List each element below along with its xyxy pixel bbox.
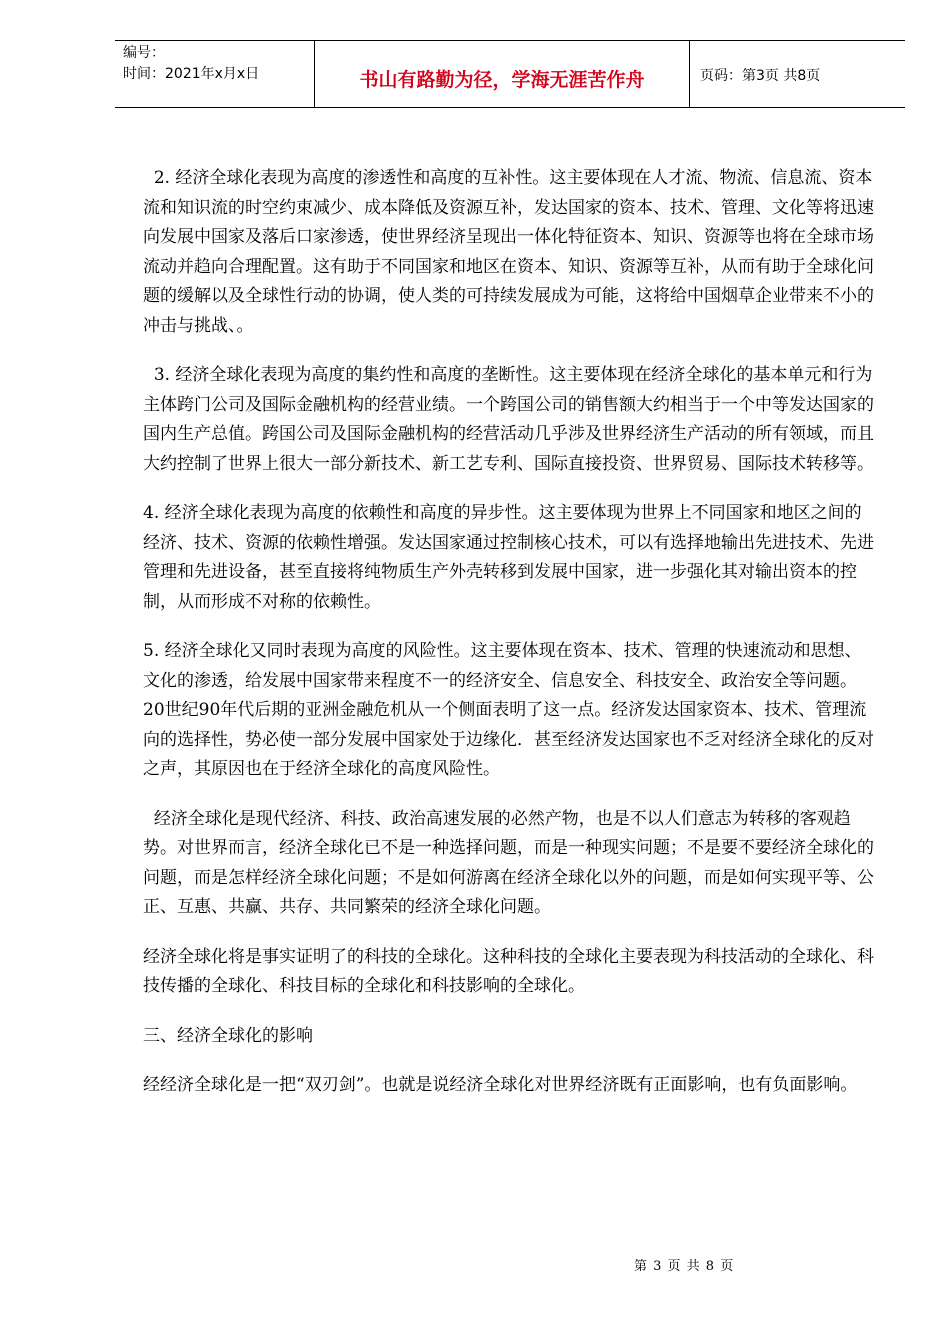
paragraph-3: 4. 经济全球化表现为高度的依赖性和高度的异步性。这主要体现为世界上不同国家和地区之间的经济、技术、资源的依赖性增强。发达国家通过控制核心技术，可以有选择地输出先进技术、先进管理和先进设备，甚至直接将纯物质生产外壳转移到发展中国家，进一步强化其对输出资本的控制，从而形成不对称的依赖性。 bbox=[143, 503, 874, 612]
header-number: 编号： bbox=[123, 45, 165, 61]
header-motto: 书山有路勤为径，学海无涯苦作舟 bbox=[315, 41, 690, 107]
header-page-number: 页码：第3页 共8页 bbox=[700, 68, 821, 84]
paragraph-1: 2. 经济全球化表现为高度的渗透性和高度的互补性。这主要体现在人才流、物流、信息流、资本流和知识流的时空约束减少、成本降低及资源互补，发达国家的资本、技术、管理、文化等将迅速向发展中国家及落后口家渗透，使世界经济呈现出一体化特征资本、知识、资源等也将在全球市场流动并趋向合理配置。这有助于不同国家和地区在资本、知识、资源等互补，从而有助于全球化问题的缓解以及全球性行动的协调，使人类的可持续发展成为可能，这将给中国烟草企业带来不小的冲击与挑战、。 bbox=[143, 168, 874, 336]
header-time: 时间：2021年x月x日 bbox=[123, 66, 260, 82]
page-footer: 第 3 页 共 8 页 bbox=[634, 1259, 735, 1274]
paragraph-6: 经济全球化将是事实证明了的科技的全球化。这种科技的全球化主要表现为科技活动的全球化、科技传播的全球化、科技目标的全球化和科技影响的全球化。 bbox=[143, 946, 874, 996]
paragraph-5: 经济全球化是现代经济、科技、政治高速发展的必然产物，也是不以人们意志为转移的客观趋势。对世界而言，经济全球化已不是一种选择问题，而是一种现实问题；不是要不要经济全球化的问题，而是怎样经济全球化问题；不是如何游离在经济全球化以外的问题，而是如何实现平等、公正、互惠、共赢、共存、共同繁荣的经济全球化问题。 bbox=[143, 808, 874, 917]
section-heading: 三、经济全球化的影响 bbox=[143, 1025, 313, 1046]
page-header bbox=[115, 40, 905, 108]
paragraph-7: 经经济全球化是一把“双刃剑”。也就是说经济全球化对世界经济既有正面影响，也有负面影响。 bbox=[143, 1075, 858, 1095]
header-meta bbox=[115, 41, 315, 107]
document-body bbox=[143, 164, 878, 1121]
paragraph-4: 5. 经济全球化又同时表现为高度的风险性。这主要体现在资本、技术、管理的快速流动和思想、文化的渗透，给发展中国家带来程度不一的经济安全、信息安全、科技安全、政治安全等问题。20世纪90年代后期的亚洲金融危机从一个侧面表明了这一点。经济发达国家资本、技术、管理流向的选择性，势必使一部分发展中国家处于边缘化．甚至经济发达国家也不乏对经济全球化的反对之声，其原因也在于经济全球化的高度风险性。 bbox=[143, 641, 874, 779]
paragraph-2: 3. 经济全球化表现为高度的集约性和高度的垄断性。这主要体现在经济全球化的基本单元和行为主体跨门公司及国际金融机构的经营业绩。一个跨国公司的销售额大约相当于一个中等发达国家的国内生产总值。跨国公司及国际金融机构的经营活动几乎涉及世界经济生产活动的所有领域，而且大约控制了世界上很大一部分新技术、新工艺专利、国际直接投资、世界贸易、国际技术转移等。 bbox=[143, 365, 874, 474]
